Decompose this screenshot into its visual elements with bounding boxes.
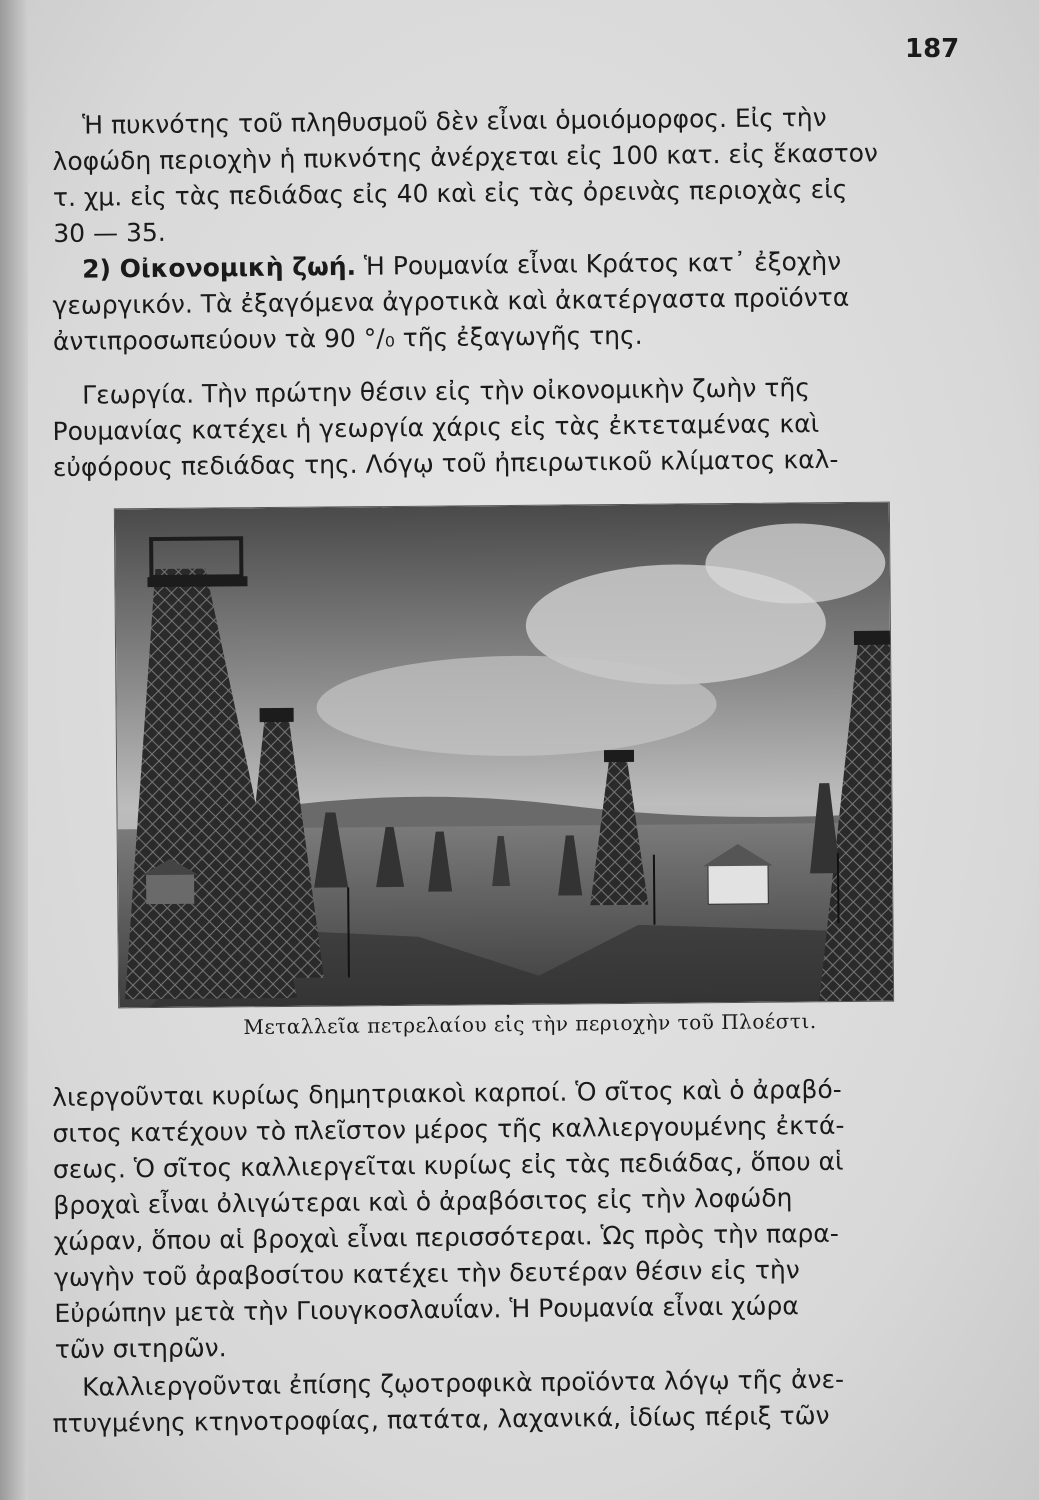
text-line: πτυγμένης κτηνοτροφίας, πατάτα, λαχανικά, ἰδίως πέριξ τῶν bbox=[52, 1400, 830, 1438]
paragraph-crops bbox=[52, 1070, 967, 1368]
text-line: ἀντιπροσωπεύουν τὰ 90 °/₀ τῆς ἐξαγωγῆς της. bbox=[52, 320, 643, 356]
section-heading-economic-life: 2) Οἰκονομικὴ ζωή. bbox=[82, 251, 357, 284]
page-number: 187 bbox=[905, 34, 960, 64]
text-line: εὐφόρους πεδιάδας της. Λόγῳ τοῦ ἠπειρωτικοῦ κλίματος καλ- bbox=[52, 444, 839, 482]
paragraph-agriculture bbox=[52, 368, 961, 486]
section-heading-agriculture: Γεωργία. bbox=[82, 379, 195, 410]
text-line: τῶν σιτηρῶν. bbox=[54, 1333, 227, 1364]
figure-caption: Μεταλλεῖα πετρελαίου εἰς τὴν περιοχὴν τοῦ Πλοέστι. bbox=[243, 1008, 817, 1040]
text-line: Καλλιεργοῦνται ἐπίσης ζῳοτροφικὰ προϊόντα λόγῳ τῆς ἀνε- bbox=[82, 1364, 845, 1402]
text-line: Εὐρώπην μετὰ τὴν Γιουγκοσλαυΐαν. Ἡ Ρουμανία εἶναι χώρα bbox=[54, 1291, 799, 1328]
book-spine-shadow bbox=[0, 0, 28, 1500]
paragraph-fodder bbox=[52, 1360, 961, 1442]
text-line: 30 — 35. bbox=[53, 217, 166, 248]
text-line: Ἡ πυκνότης τοῦ πληθυσμοῦ δὲν εἶναι ὁμοιόμορφος. Εἰς τὴν bbox=[82, 102, 827, 140]
text-line: βροχαὶ εἶναι ὀλιγώτεραι καὶ ὁ ἀραβόσιτος εἰς τὴν λοφώδη bbox=[53, 1183, 793, 1220]
text-line: Ρουμανίας κατέχει ἡ γεωργία χάρις εἰς τὰς ἐκτεταμένας καὶ bbox=[52, 408, 820, 446]
text-line: σιτος κατέχουν τὸ πλεῖστον μέρος τῆς καλλιεργουμένης ἐκτά- bbox=[52, 1110, 845, 1148]
text-line: χώραν, ὅπου αἱ βροχαὶ εἶναι περισσότεραι. Ὡς πρὸς τὴν παρα- bbox=[53, 1218, 839, 1256]
text-line: σεως. Ὁ σῖτος καλλιεργεῖται κυρίως εἰς τὰς πεδιάδας, ὅπου αἱ bbox=[52, 1146, 844, 1184]
text-line: λοφώδη περιοχὴν ἡ πυκνότης ἀνέρχεται εἰς 100 κατ. εἰς ἕκαστον bbox=[52, 138, 879, 176]
paragraph-economic-life bbox=[52, 242, 961, 360]
text-fragment: Ἡ Ρουμανία εἶναι Κράτος κατ᾽ ἐξοχὴν bbox=[355, 246, 842, 281]
paragraph-population-density bbox=[52, 98, 961, 252]
text-fragment: Τὴν πρώτην θέσιν εἰς τὴν οἰκονομικὴν ζωὴν τῆς bbox=[193, 373, 811, 409]
oil-derricks-photo bbox=[114, 502, 894, 1009]
text-line: λιεργοῦνται κυρίως δημητριακοὶ καρποί. Ὁ σῖτος καὶ ὁ ἀραβό- bbox=[52, 1074, 842, 1112]
text-line: γωγὴν τοῦ ἀραβοσίτου κατέχει τὴν δευτέραν θέσιν εἰς τὴν bbox=[53, 1255, 800, 1292]
text-line: γεωργικόν. Τὰ ἐξαγόμενα ἀγροτικὰ καὶ ἀκατέργαστα προϊόντα bbox=[52, 282, 850, 320]
text-line: τ. χμ. εἰς τὰς πεδιάδας εἰς 40 καὶ εἰς τὰς ὀρεινὰς περιοχὰς εἰς bbox=[52, 174, 848, 212]
